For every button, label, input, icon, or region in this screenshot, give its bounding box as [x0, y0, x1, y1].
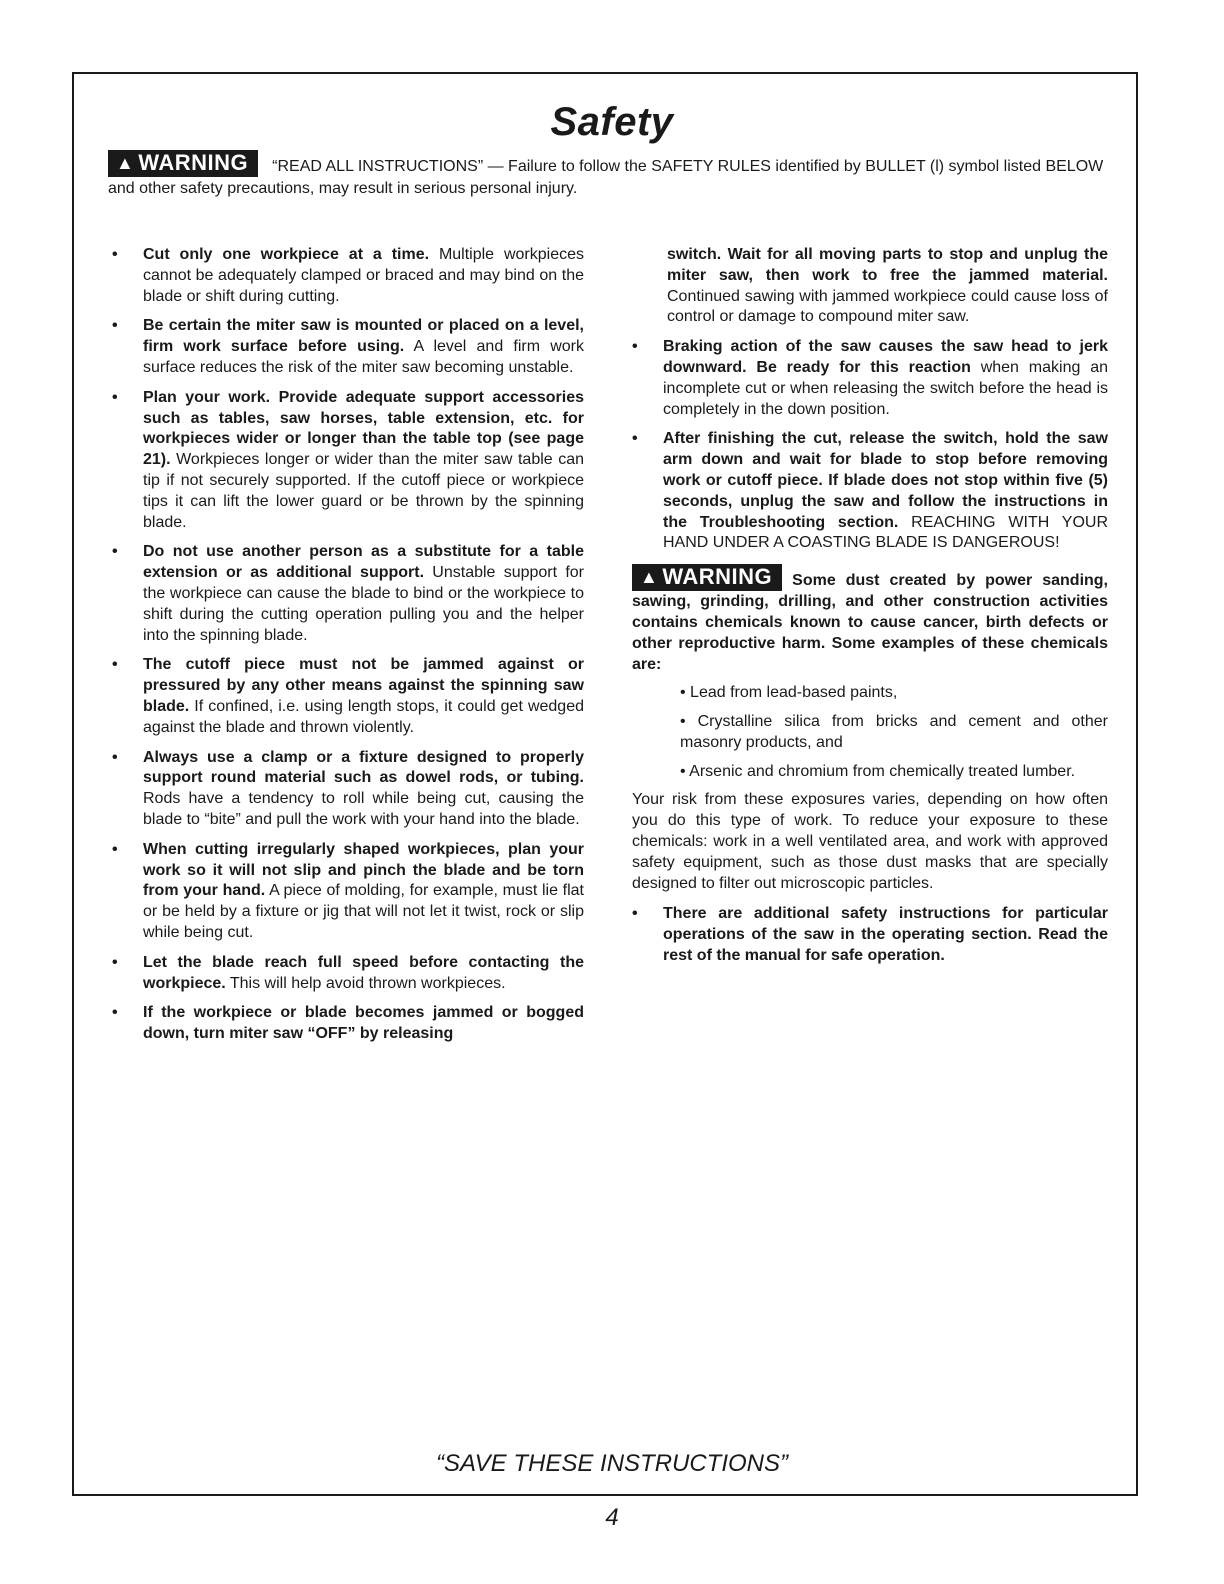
- list-item: [112, 388, 584, 534]
- left-column: [112, 245, 584, 1054]
- warning-triangle-icon: ▲: [640, 567, 659, 588]
- bullet-continuation: [632, 245, 1108, 328]
- bullet-text: Workpieces longer or wider than the miter saw table can tip if not securely supported. If the cutoff piece or workpiece tips it can lift the lower guard or be thrown by the spinning blade.: [143, 451, 584, 531]
- bullet-dot: •: [632, 338, 638, 356]
- continuation-text: Continued sawing with jammed workpiece could cause loss of control or damage to compound miter saw.: [667, 287, 1108, 326]
- continuation-bold: switch. Wait for all moving parts to stop and unplug the miter saw, then work to free the jammed material.: [667, 246, 1108, 284]
- warning-badge: [108, 150, 258, 177]
- page-number: 4: [605, 1504, 619, 1531]
- list-item: [112, 953, 584, 995]
- bullet-text: Unstable support for the workpiece can cause the blade to bind or the workpiece to shift during the cutting operation pulling you and the helper into the spinning blade.: [143, 564, 584, 644]
- bullet-bold: Plan your work. Provide adequate support accessories such as tables, saw horses, table extension, etc. for workpieces wider or longer than the table top (see page 21).: [143, 388, 584, 469]
- bullet-bold: Be certain the miter saw is mounted or placed on a level, firm work surface before using.: [143, 317, 584, 356]
- list-item: [112, 316, 584, 378]
- bullet-dot: •: [112, 656, 118, 674]
- list-item: [112, 245, 584, 307]
- list-item: [632, 904, 1108, 966]
- bullet-dot: •: [632, 430, 638, 448]
- bullet-bold: The cutoff piece must not be jammed against or pressured by any other means against the spinning saw blade.: [143, 656, 584, 715]
- bullet-dot: •: [112, 1004, 118, 1022]
- bullet-text: Rods have a tendency to roll while being cut, causing the blade to “bite” and pull the work with your hand into the blade.: [143, 790, 584, 828]
- list-item: [632, 429, 1108, 554]
- bullet-text: If confined, i.e. using length stops, it could get wedged against the blade and thrown violently.: [143, 697, 584, 736]
- dust-warning-text: Some dust created by power sanding, sawing, grinding, drilling, and other construction activities contains chemicals known to cause cancer, birth defects or other reproductive harm. Some examples of these chemicals are:: [632, 572, 1108, 674]
- bullet-bold: Do not use another person as a substitute for a table extension or as additional support.: [143, 543, 584, 582]
- list-item: • Lead from lead-based paints,: [680, 684, 898, 702]
- bullet-dot: •: [112, 748, 118, 766]
- warning-triangle-icon: ▲: [116, 153, 135, 173]
- bullet-text: REACHING WITH YOUR HAND UNDER A COASTING BLADE IS DANGEROUS!: [663, 513, 1108, 552]
- bullet-text: A level and firm work surface reduces the risk of the miter saw becoming unstable.: [143, 338, 585, 376]
- exposure-paragraph: Your risk from these exposures varies, depending on how often you do this type of work. To reduce your exposure to these chemicals: work in a well ventilated area, and work with approved safety equipment, such as those dust masks that are specially designed to filter out microscopic particles.: [632, 791, 1108, 892]
- bullet-text: Multiple workpieces cannot be adequately clamped or braced and may bind on the blade or shift during cutting.: [143, 246, 585, 305]
- bullet-dot: •: [632, 905, 638, 923]
- list-item: • Arsenic and chromium from chemically treated lumber.: [680, 762, 1076, 780]
- bullet-bold: Let the blade reach full speed before contacting the workpiece.: [143, 953, 584, 992]
- intro-warning: [108, 150, 1108, 200]
- bullet-dot: •: [112, 246, 118, 263]
- page-title: Safety: [550, 100, 674, 144]
- bullet-bold: After finishing the cut, release the switch, hold the saw arm down and wait for blade to stop before removing work or cutoff piece. If blade does not stop within five (5) seconds, unplug the saw and follow the instructions in the Troubleshooting section.: [663, 430, 1108, 531]
- bullet-dot: •: [112, 543, 118, 561]
- bullet-bold: There are additional safety instructions for particular operations of the saw in the operating section. Read the rest of the manual for safe operation.: [663, 905, 1108, 964]
- bullet-bold: When cutting irregularly shaped workpieces, plan your work so it will not slip and pinch the blade and be torn from your hand.: [143, 840, 584, 900]
- bullet-bold: Cut only one workpiece at a time.: [143, 246, 430, 263]
- bullet-text: when making an incomplete cut or when releasing the switch before the head is completely in the down position.: [663, 358, 1108, 418]
- right-column: [632, 245, 1108, 976]
- bullet-dot: •: [112, 953, 118, 971]
- bullet-text: This will help avoid thrown workpieces.: [225, 974, 506, 992]
- bullet-text: A piece of molding, for example, must lie flat or be held by a fixture or jig that will not let it twist, rock or slip while being cut.: [143, 882, 585, 941]
- warning-label: WARNING: [138, 150, 249, 175]
- list-item: [112, 840, 584, 944]
- bullet-bold: Always use a clamp or a fixture designed to properly support round material such as dowel rods, or tubing.: [143, 748, 584, 787]
- bullet-bold: Braking action of the saw causes the saw head to jerk downward. Be ready for this reaction: [663, 338, 1108, 376]
- warning-label: WARNING: [662, 564, 773, 590]
- chemical-list: [632, 683, 1108, 782]
- bullet-dot: •: [112, 317, 118, 335]
- list-item: [112, 1003, 584, 1045]
- dust-warning: [632, 564, 1108, 675]
- list-item: [112, 748, 584, 831]
- list-item: [112, 542, 584, 646]
- bullet-bold: If the workpiece or blade becomes jammed or bogged down, turn miter saw “OFF” by releasing: [143, 1004, 584, 1043]
- list-item: • Crystalline silica from bricks and cement and other masonry products, and: [680, 712, 1108, 751]
- save-instructions: “SAVE THESE INSTRUCTIONS”: [435, 1450, 789, 1477]
- warning-badge: [632, 564, 782, 591]
- intro-text: “READ ALL INSTRUCTIONS” — Failure to follow the SAFETY RULES identified by BULLET (l) symbol listed BELOW and other safety precautions, may result in serious personal injury.: [108, 158, 1104, 197]
- bullet-dot: •: [112, 388, 118, 406]
- list-item: [112, 655, 584, 738]
- list-item: [632, 337, 1108, 420]
- bullet-dot: •: [112, 840, 118, 858]
